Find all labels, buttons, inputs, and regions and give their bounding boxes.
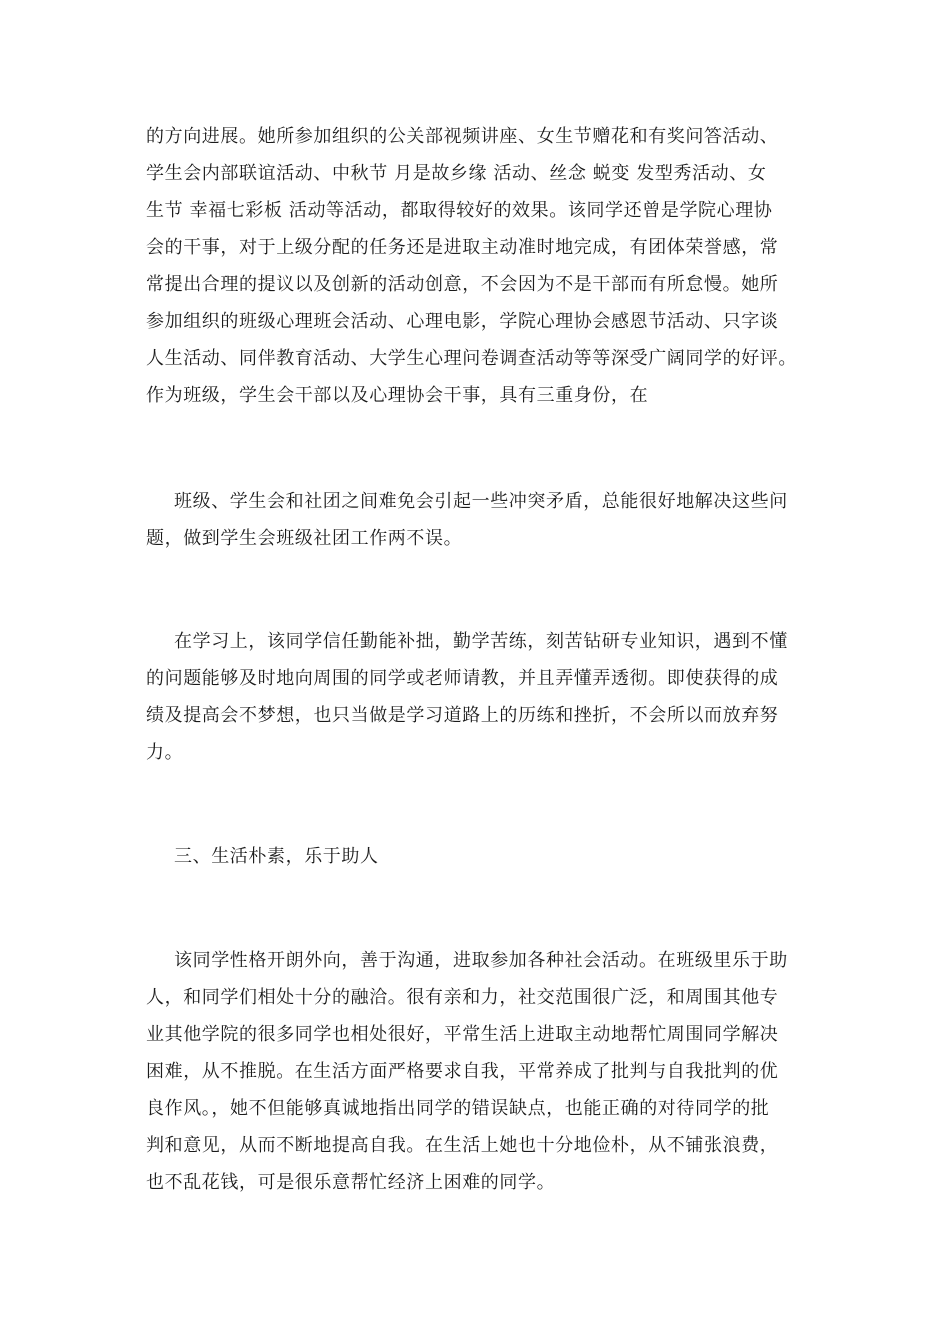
paragraph-line: 人生活动、同伴教育活动、大学生心理问卷调查活动等等深受广阔同学的好评。: [146, 348, 797, 369]
paragraph-line: 力。: [146, 742, 184, 763]
paragraph-line: 人，和同学们相处十分的融洽。很有亲和力，社交范围很广泛，和周围其他专: [146, 987, 779, 1008]
paragraph-activities: [146, 118, 814, 414]
paragraph-line: 也不乱花钱，可是很乐意帮忙经济上困难的同学。: [146, 1172, 556, 1193]
paragraph-line: 该同学性格开朗外向，善于沟通，进取参加各种社会活动。在班级里乐于助: [174, 950, 788, 971]
paragraph-line: 班级、学生会和社团之间难免会引起一些冲突矛盾，总能很好地解决这些问: [174, 491, 788, 512]
paragraph-line: 参加组织的班级心理班会活动、心理电影，学院心理协会感恩节活动、只字谈: [146, 311, 779, 332]
paragraph-line: 的方向进展。她所参加组织的公关部视频讲座、女生节赠花和有奖问答活动、: [146, 126, 779, 147]
paragraph-line: 会的干事，对于上级分配的任务还是进取主动准时地完成，有团体荣誉感，常: [146, 237, 779, 258]
section-heading: 三、生活朴素，乐于助人: [174, 846, 379, 867]
paragraph-line: 作为班级，学生会干部以及心理协会干事，具有三重身份，在: [146, 385, 649, 406]
paragraph-balance-roles: [146, 483, 814, 557]
paragraph-line: 常提出合理的提议以及创新的活动创意，不会因为不是干部而有所怠慢。她所: [146, 274, 779, 295]
paragraph-line: 题，做到学生会班级社团工作两不误。: [146, 528, 463, 549]
paragraph-line: 在学习上，该同学信任勤能补拙，勤学苦练，刻苦钻研专业知识，遇到不懂: [174, 631, 788, 652]
paragraph-line: 困难，从不推脱。在生活方面严格要求自我，平常养成了批判与自我批判的优: [146, 1061, 779, 1082]
paragraph-line: 学生会内部联谊活动、中秋节 月是故乡缘 活动、丝念 蜕变 发型秀活动、女: [146, 163, 767, 184]
paragraph-life: [146, 942, 814, 1201]
paragraph-line: 良作风。，她不但能够真诚地指出同学的错误缺点，也能正确的对待同学的批: [146, 1098, 770, 1119]
paragraph-study: [146, 623, 814, 771]
paragraph-line: 判和意见，从而不断地提高自我。在生活上她也十分地俭朴，从不铺张浪费，: [146, 1135, 779, 1156]
paragraph-line: 生节 幸福七彩板 活动等活动，都取得较好的效果。该同学还曾是学院心理协: [146, 200, 773, 221]
paragraph-line: 绩及提高会不梦想，也只当做是学习道路上的历练和挫折，不会所以而放弃努: [146, 705, 779, 726]
paragraph-line: 的问题能够及时地向周围的同学或老师请教，并且弄懂弄透彻。即使获得的成: [146, 668, 779, 689]
paragraph-line: 业其他学院的很多同学也相处很好，平常生活上进取主动地帮忙周围同学解决: [146, 1024, 779, 1045]
